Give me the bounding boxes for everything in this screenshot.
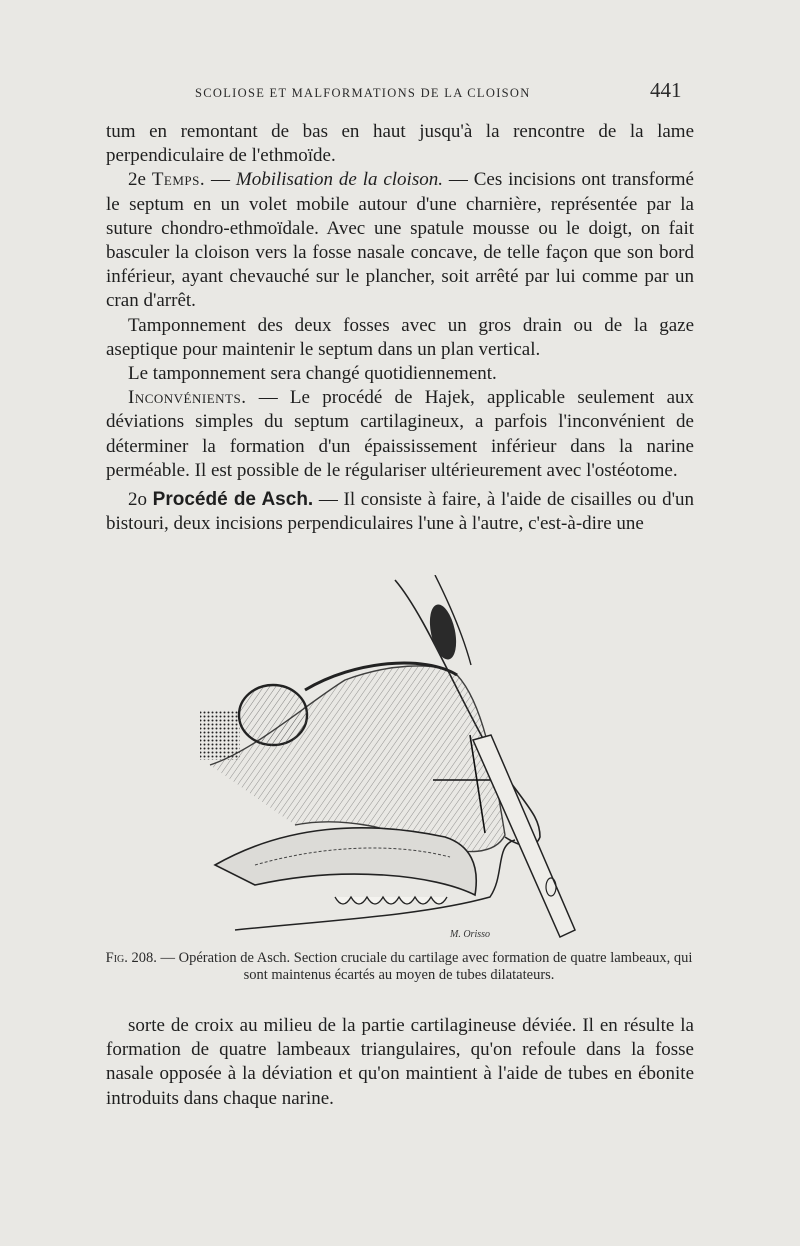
inconvenients-text: — Le procédé de Hajek, applicable seulement aux déviations simples du septum cartilagineux, a parfois l'inconvénient de déterminer la formation d'un épaississement inférieur dans la narine perméable. Il est possible de le régulariser ultérieurement avec l'ostéotome. — [106, 387, 695, 481]
text-block-lower — [106, 1014, 694, 1111]
step-title: Mobilisation de la cloison. — [235, 169, 443, 191]
text-block-asch — [106, 488, 694, 536]
section-number: 2o — [128, 489, 147, 510]
page-number: 441 — [650, 78, 682, 102]
step-number: 2e — [128, 169, 146, 191]
paragraph-asch — [106, 488, 694, 536]
paragraph-croix: sorte de croix au milieu de la partie cartilagineuse déviée. Il en résulte la formation de quatre lambeaux triangulaires, qu'on refoule dans la fosse nasale opposée à la déviation et qu'on maintient à l'aide de tubes en ébonite introduits dans chaque narine. — [106, 1015, 694, 1109]
figure-caption-text: — Opération de Asch. Section cruciale du cartilage avec formation de quatre lambeaux, qui sont maintenus écartés au moyen de tubes dilatateurs. — [160, 950, 693, 983]
illustrator-signature: M. Orisso — [450, 929, 491, 940]
text-block-upper — [106, 120, 694, 483]
nasal-section-illustration — [195, 575, 615, 945]
figure-label: Fig. 208. — [105, 950, 157, 966]
section-title: Procédé de Asch. — [152, 489, 314, 510]
running-title: SCOLIOSE ET MALFORMATIONS DE LA CLOISON — [195, 86, 531, 100]
step-dash: — — [211, 169, 231, 191]
paragraph-tamponnement: Tamponnement des deux fosses avec un gros drain ou de la gaze aseptique pour maintenir le septum dans un plan vertical. — [106, 314, 694, 360]
step-label: Temps. — [151, 169, 206, 191]
step-text: — Ces incisions ont transformé le septum en un volet mobile autour d'une charnière, représentée par la suture chondro-ethmoïdale. Avec une spatule mousse ou le doigt, on fait basculer la cloison vers la fosse nasale concave, de telle façon que son bord inférieur, ayant chevauché sur le plancher, soit arrêté par lui comme par un cran d'arrêt. — [106, 169, 694, 312]
paragraph-second-step — [106, 168, 694, 313]
section-text: — Il consiste à faire, à l'aide de cisailles ou d'un bistouri, deux incisions perpendiculaires l'une à l'autre, c'est-à-dire une — [106, 489, 695, 535]
paragraph-continuation: tum en remontant de bas en haut jusqu'à la rencontre de la lame perpendiculaire de l'ethmoïde. — [106, 121, 694, 167]
anatomical-figure — [195, 575, 615, 945]
paragraph-inconvenients — [106, 386, 694, 483]
figure-caption — [104, 950, 694, 984]
inconvenients-label: Inconvénients. — [128, 387, 247, 409]
paragraph-changement: Le tamponnement sera changé quotidiennement. — [128, 363, 497, 385]
